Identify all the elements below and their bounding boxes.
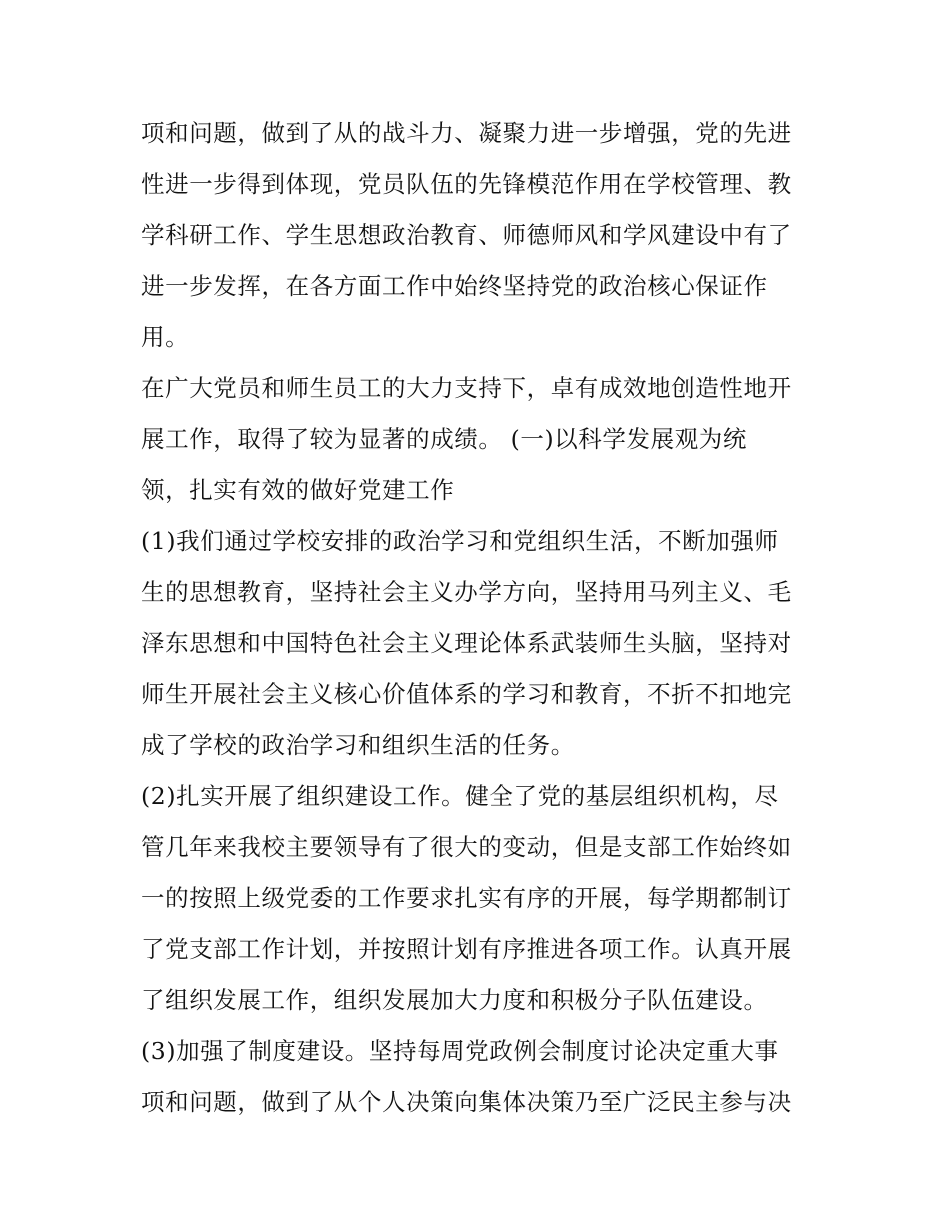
text-line: 了党支部工作计划，并按照计划有序推进各项工作。认真开展	[141, 935, 792, 963]
text-line: 成了学校的政治学习和组织生活的任务。	[141, 731, 575, 759]
text-line: 了组织发展工作，组织发展加大力度和积极分子队伍建设。	[141, 986, 768, 1014]
text-line: 项和问题，做到了从的战斗力、凝聚力进一步增强，党的先进	[141, 119, 792, 147]
text-line: 用。	[141, 323, 190, 351]
text-line: (1)我们通过学校安排的政治学习和党组织生活，不断加强师	[141, 527, 779, 555]
text-line: 生的思想教育，坚持社会主义办学方向，坚持用马列主义、毛	[141, 578, 792, 606]
text-line: 领，扎实有效的做好党建工作	[141, 476, 455, 504]
text-line: (2)扎实开展了组织建设工作。健全了党的基层组织机构，尽	[141, 782, 779, 810]
text-line: 师生开展社会主义核心价值体系的学习和教育，不折不扣地完	[141, 680, 792, 708]
text-line: 泽东思想和中国特色社会主义理论体系武装师生头脑，坚持对	[141, 629, 792, 657]
text-line: 项和问题，做到了从个人决策向集体决策乃至广泛民主参与决	[141, 1088, 792, 1116]
text-line: (3)加强了制度建设。坚持每周党政例会制度讨论决定重大事	[141, 1037, 779, 1065]
text-line: 展工作，取得了较为显著的成绩。 (一)以科学发展观为统	[141, 425, 748, 453]
text-line: 性进一步得到体现，党员队伍的先锋模范作用在学校管理、教	[141, 170, 792, 198]
text-line: 一的按照上级党委的工作要求扎实有序的开展，每学期都制订	[141, 884, 792, 912]
text-line: 学科研工作、学生思想政治教育、师德师风和学风建设中有了	[141, 221, 792, 249]
text-line: 进一步发挥，在各方面工作中始终坚持党的政治核心保证作	[141, 272, 768, 300]
text-line: 在广大党员和师生员工的大力支持下，卓有成效地创造性地开	[141, 374, 792, 402]
text-line: 管几年来我校主要领导有了很大的变动，但是支部工作始终如	[141, 833, 792, 861]
body-text	[141, 108, 821, 1128]
